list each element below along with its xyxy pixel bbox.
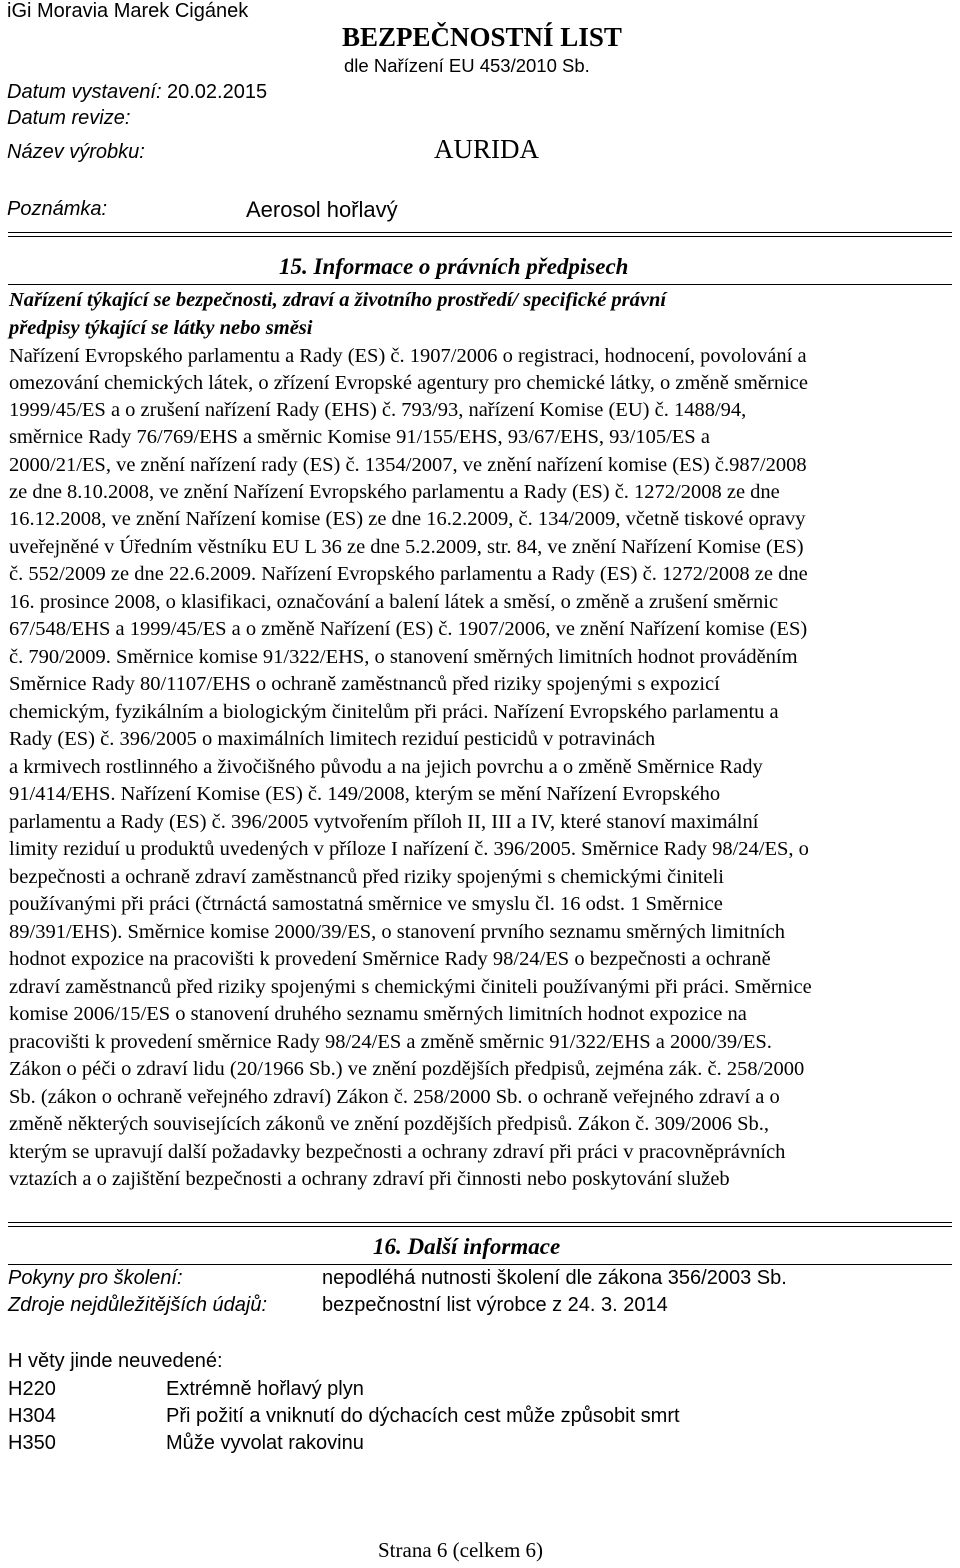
regulation-line: změně některých souvisejících zákonů ve znění pozdějších předpisů. Zákon č. 309/2006 Sb., xyxy=(9,1113,769,1135)
issue-date-value: 20.02.2015 xyxy=(167,81,268,103)
regulation-line: Sb. (zákon o ochraně veřejného zdraví) Zákon č. 258/2000 Sb. o ochraně veřejného zdraví a o xyxy=(9,1086,780,1108)
section-15-subheading: předpisy týkající se látky nebo směsi xyxy=(9,317,313,339)
section-divider xyxy=(8,232,952,233)
section-divider xyxy=(8,1264,952,1265)
h-statement-code: H304 xyxy=(8,1405,56,1427)
regulation-line: chemickým, fyzikálním a biologickým činitelům při práci. Nařízení Evropského parlamentu a xyxy=(9,701,779,723)
issue-date-label: Datum vystavení: xyxy=(7,81,162,103)
regulation-line: Zákon o péči o zdraví lidu (20/1966 Sb.) ve znění pozdějších předpisů, zejména zák. č. 258/2000 xyxy=(9,1058,805,1080)
regulation-line: zdraví zaměstnanců před riziky spojenými s chemickými činiteli používanými při práci. Směrnice xyxy=(9,976,812,998)
regulation-line: komise 2006/15/ES o stanovení druhého seznamu směrných limitních hodnot expozice na xyxy=(9,1003,747,1025)
regulation-line: 91/414/EHS. Nařízení Komise (ES) č. 149/2008, kterým se mění Nařízení Evropského xyxy=(9,783,721,805)
regulation-line: směrnice Rady 76/769/EHS a směrnic Komise 91/155/EHS, 93/67/EHS, 93/105/ES a xyxy=(9,426,710,448)
regulation-line: 16.12.2008, ve znění Nařízení komise (ES) ze dne 16.2.2009, č. 134/2009, včetně tiskové opravy xyxy=(9,508,806,530)
document-title: BEZPEČNOSTNÍ LIST xyxy=(342,22,622,52)
section-divider xyxy=(8,236,952,237)
regulation-line: Nařízení Evropského parlamentu a Rady (ES) č. 1907/2006 o registraci, hodnocení, povolování a xyxy=(9,345,807,367)
regulation-line: Rady (ES) č. 396/2005 o maximálních limitech reziduí pesticidů v potravinách xyxy=(9,728,656,750)
regulation-line: omezování chemických látek, o zřízení Evropské agentury pro chemické látky, o změně směrnice xyxy=(9,372,808,394)
regulation-line: používanými při práci (čtrnáctá samostatná směrnice ve smyslu čl. 16 odst. 1 Směrnice xyxy=(9,893,723,915)
h-statement-text: Při požití a vniknutí do dýchacích cest může způsobit smrt xyxy=(166,1405,680,1427)
regulation-line: hodnot expozice na pracovišti k provedení Směrnice Rady 98/24/ES o bezpečnosti a ochraně xyxy=(9,948,771,970)
training-value: nepodléhá nutnosti školení dle zákona 356/2003 Sb. xyxy=(322,1267,787,1289)
h-statement-code: H350 xyxy=(8,1432,56,1454)
product-name-label: Název výrobku: xyxy=(7,141,145,163)
regulation-line: č. 790/2009. Směrnice komise 91/322/EHS, o stanovení směrných limitních hodnot prováděním xyxy=(9,646,798,668)
section-divider xyxy=(8,1222,952,1223)
regulation-line: 2000/21/ES, ve znění nařízení rady (ES) č. 1354/2007, ve znění nařízení komise (ES) č.987/2008 xyxy=(9,454,807,476)
regulation-line: pracovišti k provedení směrnice Rady 98/24/ES a změně směrnic 91/322/EHS a 2000/39/ES. xyxy=(9,1031,772,1053)
section-16-title: 16. Další informace xyxy=(373,1234,561,1259)
note-value: Aerosol hořlavý xyxy=(246,197,398,222)
regulation-line: 1999/45/ES a o zrušení nařízení Rady (EHS) č. 793/93, nařízení Komise (EU) č. 1488/94, xyxy=(9,399,747,421)
regulation-line: č. 552/2009 ze dne 22.6.2009. Nařízení Evropského parlamentu a Rady (ES) č. 1272/2008 ze dne xyxy=(9,563,808,585)
training-label: Pokyny pro školení: xyxy=(8,1267,183,1289)
section-divider xyxy=(8,284,952,285)
company-name: iGi Moravia Marek Cigánek xyxy=(7,0,249,22)
regulation-line: 16. prosince 2008, o klasifikaci, označování a balení látek a směsí, o změně a zrušení směrnic xyxy=(9,591,779,613)
revision-date-label: Datum revize: xyxy=(7,107,131,129)
regulation-line: bezpečnosti a ochraně zdraví zaměstnanců před riziky spojenými s chemickými činiteli xyxy=(9,866,724,888)
regulation-line: vztazích a o zajištění bezpečnosti a ochrany zdraví při činnosti nebo poskytování služeb xyxy=(9,1168,730,1190)
regulation-line: uveřejněné v Úředním věstníku EU L 36 ze dne 5.2.2009, str. 84, ve znění Nařízení Komise (ES) xyxy=(9,536,804,558)
document-subtitle: dle Nařízení EU 453/2010 Sb. xyxy=(344,55,590,76)
h-statement-code: H220 xyxy=(8,1378,56,1400)
sources-value: bezpečnostní list výrobce z 24. 3. 2014 xyxy=(322,1294,668,1316)
section-15-title: 15. Informace o právních předpisech xyxy=(279,254,629,279)
regulation-line: Směrnice Rady 80/1107/EHS o ochraně zaměstnanců před riziky spojenými s expozicí xyxy=(9,673,720,695)
regulation-line: kterým se upravují další požadavky bezpečnosti a ochrany zdraví při práci v pracovněprávních xyxy=(9,1141,786,1163)
sources-label: Zdroje nejdůležitějších údajů: xyxy=(8,1294,268,1316)
h-statement-text: Může vyvolat rakovinu xyxy=(166,1432,364,1454)
regulation-line: a krmivech rostlinného a živočišného původu a na jejich povrchu a o změně Směrnice Rady xyxy=(9,756,763,778)
section-divider xyxy=(8,1226,952,1227)
note-label: Poznámka: xyxy=(7,198,108,220)
h-statement-text: Extrémně hořlavý plyn xyxy=(166,1378,364,1400)
regulation-line: 89/391/EHS). Směrnice komise 2000/39/ES, o stanovení prvního seznamu směrných limitních xyxy=(9,921,786,943)
section-15-subheading: Nařízení týkající se bezpečnosti, zdraví a životního prostředí/ specifické právní xyxy=(9,289,667,311)
product-name: AURIDA xyxy=(434,134,539,164)
page-number: Strana 6 (celkem 6) xyxy=(378,1538,544,1562)
regulation-line: ze dne 8.10.2008, ve znění Nařízení Evropského parlamentu a Rady (ES) č. 1272/2008 ze dne xyxy=(9,481,780,503)
regulation-line: parlamentu a Rady (ES) č. 396/2005 vytvořením příloh II, III a IV, které stanoví maximální xyxy=(9,811,759,833)
regulation-line: 67/548/EHS a 1999/45/ES a o změně Nařízení (ES) č. 1907/2006, ve znění Nařízení komise (ES) xyxy=(9,618,808,640)
h-statements-heading: H věty jinde neuvedené: xyxy=(8,1350,223,1372)
regulation-line: limity reziduí u produktů uvedených v příloze I nařízení č. 396/2005. Směrnice Rady 98/24/ES, o xyxy=(9,838,809,860)
